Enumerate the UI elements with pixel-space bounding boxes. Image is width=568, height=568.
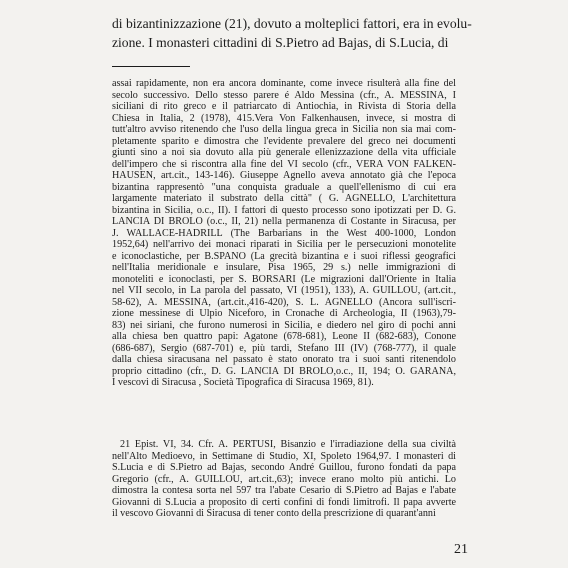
footnote-line: giunti sino a noi sia dovuto alla più generale ellenizzazione della vita ufficiale: [112, 147, 456, 158]
footnote-line: secolo successivo. Dello stesso parere é Aldo Messina (cfr., A. MESSINA, I: [112, 89, 456, 101]
footnote-line: nel VII secolo, in La parola del passato, VI (1951), 133), A. GUILLOU, (art.cit.,: [112, 285, 456, 296]
footnote-line: tutt'altro avviso ritenendo che l'uso della lingua greca in Sicilia non sia mai com-: [112, 124, 456, 135]
footnote-line: siciliani di rito greco e il patriarcato di Antiochia, in Rivista di Storia della: [112, 101, 456, 112]
body-text: [112, 14, 472, 52]
footnote-line: S.Lucia e di S.Pietro ad Bajas, secondo André Guillou, furono fondati da papa: [112, 462, 456, 473]
footnote-line: Chiesa in Italia, 2 (1978), 415.Vera Von Falkenhausen, invece, si mostra di: [112, 112, 456, 124]
footnote-line: 58-62), A. MESSINA, (art.cit.,416-420), S. L. AGNELLO (Ancora sull'iscri-: [112, 296, 456, 308]
page-number: 21: [454, 542, 468, 557]
footnote-line: LANCIA DI BROLO (o.c., II, 21) nella permanenza di Costante in Siracusa, per: [112, 216, 456, 227]
footnote-line: pletamente sparito e dimostra che l'evidente prevalere del greco nei documenti: [112, 135, 456, 147]
footnote-line: dimostra la contesa sorta nel 597 tra l'abate Cesario di S.Pietro ad Bajas e l'abate: [112, 485, 456, 496]
footnote-line: Gregorio (cfr., A. GUILLOU, art.cit.,63); invece erano molto più antichi. Lo: [112, 473, 456, 485]
footnote-line: Giovanni di S.Lucia a proposito di certi confini di fondi limitrofi. Il papa avverte: [112, 496, 456, 508]
footnote-line: largamente materiato il substrato della città" ( G. AGNELLO, L'architettura: [112, 193, 456, 204]
footnote-line: dalla chiesa siracusana nel passato è stato onorato tra i suoi santi ritenendolo: [112, 354, 456, 365]
footnote-line: bizantina in Sicilia, o.c., II). I fattori di questo processo sono ipotizzati per D. G.: [112, 204, 456, 216]
footnote-line: nell'Alto Medioevo, in Settimane di Studio, XI, Spoleto 1964,97. I monasteri di: [112, 450, 456, 462]
body-line: zione. I monasteri cittadini di S.Pietro ad Bajas, di S.Lucia, di: [112, 35, 449, 50]
footnote-line: assai rapidamente, non era ancora dominante, come invece risulterà alla fine del: [112, 78, 456, 89]
footnote-line: HAUSEN, art.cit., 143-146). Giuseppe Agnello aveva annotato già che l'epoca: [112, 170, 456, 181]
footnote-line: alla chiesa ben quattro papi: Agatone (678-681), Leone II (682-683), Conone: [112, 331, 456, 342]
footnote-separator: [112, 66, 190, 67]
footnote-line: il vescovo Giovanni di Siracusa di tener conto della prescrizione di quarant'anni: [112, 508, 436, 519]
footnote-line: zione messinese di Ulpio Niceforo, in Cronache di Archeologia, II (1963),79-: [112, 308, 456, 319]
footnote-line: nell'Italia meridionale e insulare, Pisa 1965, 29 s.) nelle immigrazioni di: [112, 262, 456, 273]
footnote-line: (686-687), Sergio (687-701) e, più tardi, Stefano III (IV) (768-777), il quale: [112, 342, 456, 354]
footnote-line: 21 Epist. VI, 34. Cfr. A. PERTUSI, Bisanzio e l'irradiazione della sua civiltà: [120, 439, 456, 450]
footnote-21: [112, 439, 456, 520]
footnote-line: I vescovi di Siracusa , Società Tipografica di Siracusa 1969, 81).: [112, 377, 374, 388]
footnote-line: dell'impero che si riscontra alla fine del VI secolo (cfr., VERA VON FALKEN-: [112, 158, 456, 170]
footnote-line: bizantina rappresentò "una conquista graduale a quell'ellenismo di cui era: [112, 181, 456, 193]
footnote-20-continuation: [112, 78, 456, 389]
footnote-line: 83) nei siriani, che furono numerosi in Sicilia, e diedero nel giro di pochi anni: [112, 319, 456, 331]
body-line: di bizantinizzazione (21), dovuto a molteplici fattori, era in evolu-: [112, 16, 472, 31]
footnote-line: 1952,64) nell'arrivo dei monaci riparati in Sicilia per le persecuzioni monotelite: [112, 239, 456, 250]
footnote-line: J. WALLACE-HADRILL (The Barbarians in the West 400-1000, London: [112, 227, 456, 239]
footnote-line: monoteliti e iconoclasti, per S. BORSARI (Le migrazioni dall'Oriente in Italia: [112, 273, 456, 285]
footnote-line: e iconoclastiche, per B.SPANO (La grecità bizantina e i suoi riflessi geografici: [112, 250, 456, 262]
footnote-line: proprio cittadino (cfr., D. G. LANCIA DI BROLO,o.c., II, 194; O. GARANA,: [112, 365, 456, 377]
